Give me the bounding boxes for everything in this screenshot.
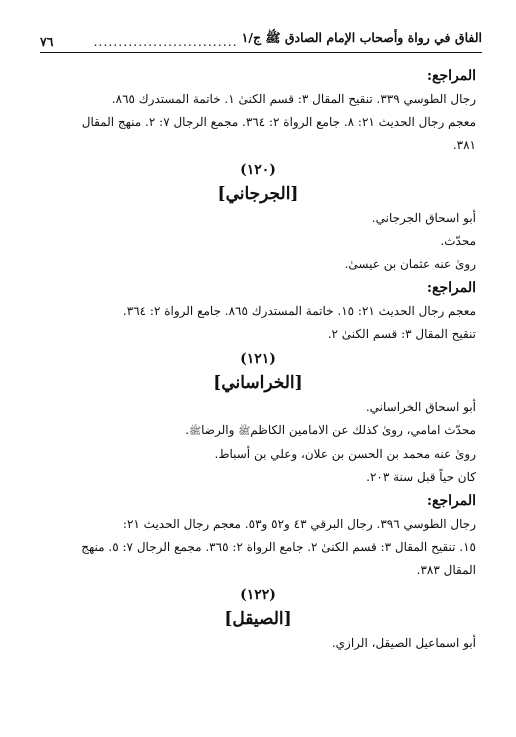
running-title: الفاق في رواة وأصحاب الإمام الصادق ﷺ ج/١ [241,30,482,45]
honorific-glyph: ﷺ [238,426,251,437]
running-header [40,30,482,53]
entry-line: رویٰ عنه محمد بن الحسن بن علان، وعلي بن أسباط. [214,447,476,461]
sources-heading: المراجع: [426,280,476,296]
entry-line: رویٰ عنه عثمان بن عيسیٰ. [344,257,476,271]
reference-line: معجم رجال الحديث ٢١: ٨. جامع الرواة ٢: ٣٦٤. مجمع الرجال ٧: ٢. منهج المقال [81,115,476,129]
entry-line: أبو اسحاق الجرجاني. [371,211,476,225]
entry-line: كان حياً قبل سنة ٢٠٣. [366,470,476,484]
page-number: ٧٦ [40,34,54,49]
reference-line: معجم رجال الحديث ٢١: ١٥. خاتمة المستدرك ٨٦٥. جامع الرواة ٢: ٣٦٤. [122,304,476,318]
entry-line: محدّث امامي، رویٰ كذلك عن الامامين الكاظمﷺ والرضاﷺ. [185,423,476,437]
entry-line: أبو اسماعيل الصيقل، الرازي. [331,636,476,650]
reference-line: ٣٨١. [452,138,476,152]
entry-line-text: محدّث امامي، رویٰ كذلك عن الامامين الكاظم [250,423,476,437]
reference-line: ١٥. تنقيح المقال ٣: قسم الكنىٰ ٢. جامع الرواة ٢: ٣٦٥. مجمع الرجال ٧: ٥. منهج [81,540,476,554]
reference-line: رجال الطوسي ٣٣٩. تنقيح المقال ٣: قسم الكنىٰ ١. خاتمة المستدرك ٨٦٥. [111,92,476,106]
honorific-glyph: ﷺ [189,426,202,437]
entry-line: أبو اسحاق الخراساني. [365,400,476,414]
entry-number: (١٢٢) [240,587,276,603]
reference-line: تنقيح المقال ٣: قسم الكنىٰ ٢. [327,327,476,341]
page-body [40,64,476,655]
header-dot-leader: ............................. [93,34,238,49]
entry-number: (١٢٠) [240,162,276,178]
sources-heading: المراجع: [426,68,476,84]
sources-heading: المراجع: [426,493,476,509]
entry-name: [الجرجاني] [217,184,299,204]
entry-line-text: والرضا [201,423,235,437]
entry-number: (١٢١) [240,351,276,367]
entry-name: [الخراساني] [213,373,303,393]
reference-line: المقال ٣٨٣. [416,563,476,577]
reference-line: رجال الطوسي ٣٩٦. رجال البرقي ٤٣ و٥٢ و٥٣. معجم رجال الحديث ٢١: [122,517,476,531]
entry-name: [الصيقل] [224,609,292,629]
entry-line: محدّث. [440,234,476,248]
